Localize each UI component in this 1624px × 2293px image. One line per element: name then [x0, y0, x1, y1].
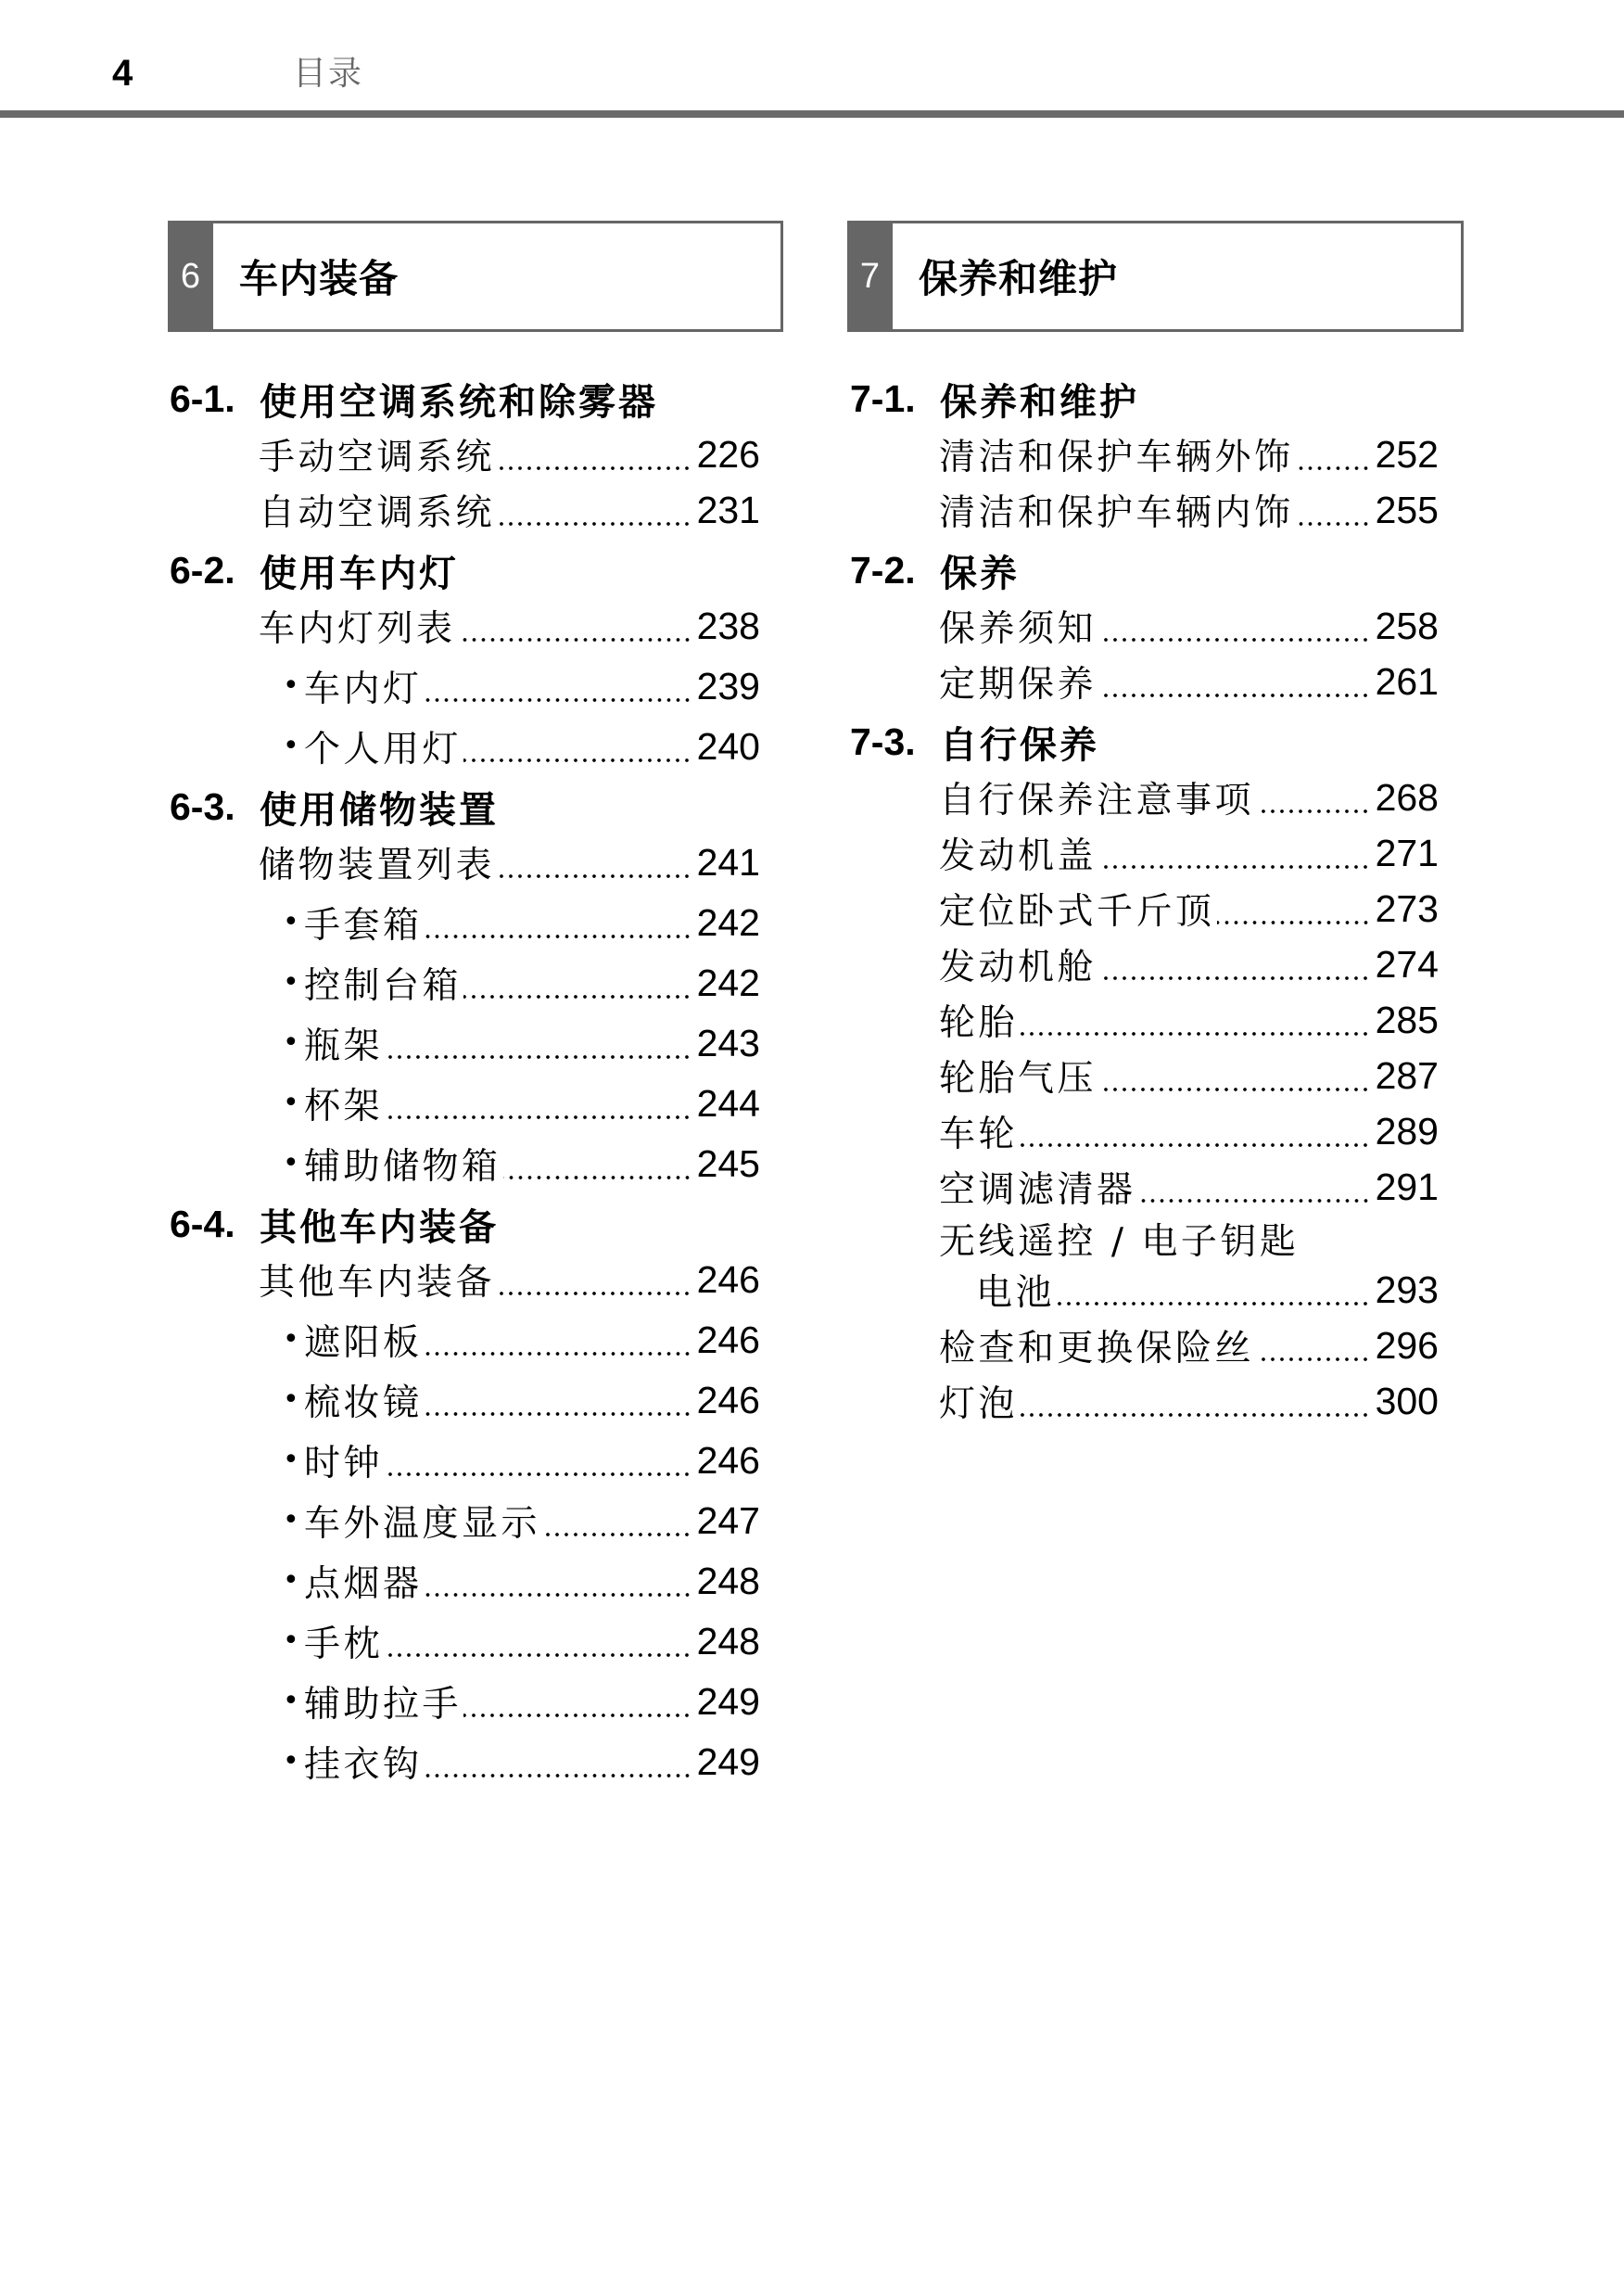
entry-page: 261 [1375, 659, 1439, 703]
entry-label: 控制台箱 [304, 965, 463, 1007]
dot-leader [503, 1136, 691, 1191]
dot-leader [1098, 598, 1370, 654]
entry-label: 个人用灯 [304, 729, 463, 771]
entry-label: 手套箱 [304, 905, 423, 947]
bullet-icon: • [283, 1564, 299, 1597]
entry-page: 289 [1375, 1109, 1439, 1153]
toc-entry-wrapped-line2[interactable] [976, 1262, 1439, 1318]
section-number: 7-1. [850, 376, 916, 420]
section-number: 6-4. [170, 1202, 235, 1245]
toc-entry-bullet[interactable] [282, 719, 760, 774]
section-number: 7-3. [850, 720, 916, 763]
entry-label: 发动机盖 [939, 835, 1097, 877]
entry-page: 241 [696, 840, 760, 884]
toc-entry-bullet[interactable] [282, 1493, 760, 1548]
dot-leader [1098, 654, 1370, 709]
dot-leader [1296, 482, 1370, 538]
entry-page: 238 [696, 604, 760, 647]
entry-label: 灯泡 [939, 1383, 1019, 1425]
dot-leader [497, 834, 691, 890]
section-number: 6-3. [170, 784, 235, 828]
toc-entry-bullet[interactable] [282, 1674, 760, 1729]
entry-page: 247 [696, 1498, 760, 1542]
entry-label: 遮阳板 [304, 1322, 423, 1364]
chapter-7-header [847, 221, 1464, 332]
dot-leader [1256, 770, 1370, 825]
toc-entry-bullet[interactable] [282, 1136, 760, 1191]
entry-page: 300 [1375, 1379, 1439, 1422]
entry-label: 轮胎 [939, 1002, 1019, 1044]
bullet-icon: • [283, 730, 299, 762]
toc-entry[interactable] [939, 825, 1439, 881]
section-heading-7-3[interactable] [850, 714, 1462, 770]
bullet-icon: • [283, 1026, 299, 1059]
entry-label: 手枕 [304, 1624, 384, 1665]
dot-leader [1098, 1048, 1370, 1103]
toc-entry[interactable] [939, 1048, 1439, 1103]
toc-column-chapter-7 [850, 371, 1462, 1429]
entry-label-continued: 电池 [976, 1272, 1056, 1314]
toc-entry-bullet[interactable] [282, 955, 760, 1011]
toc-entry[interactable] [939, 1318, 1439, 1373]
entry-label: 车内灯 [304, 669, 423, 710]
toc-entry[interactable] [259, 482, 760, 538]
entry-label: 点烟器 [304, 1563, 423, 1605]
toc-entry[interactable] [939, 770, 1439, 825]
toc-entry[interactable] [939, 1373, 1439, 1429]
entry-page: 243 [696, 1021, 760, 1064]
section-heading-6-4[interactable] [170, 1196, 781, 1252]
dot-leader [1020, 992, 1370, 1048]
entry-label: 辅助储物箱 [304, 1146, 501, 1188]
bullet-icon: • [283, 669, 299, 702]
dot-leader [1217, 881, 1370, 936]
bullet-icon: • [283, 1685, 299, 1717]
dot-leader [1256, 1318, 1370, 1373]
entry-page: 242 [696, 961, 760, 1004]
dot-leader [458, 598, 691, 654]
toc-entry[interactable] [939, 1103, 1439, 1159]
section-title: 其他车内装备 [260, 1205, 499, 1249]
entry-page: 231 [696, 488, 760, 531]
dot-leader [1098, 936, 1370, 992]
dot-leader [542, 1493, 691, 1548]
entry-label: 无线遥控 / 电子钥匙 [939, 1220, 1300, 1263]
toc-entry-bullet[interactable] [282, 1734, 760, 1790]
entry-label: 轮胎气压 [939, 1058, 1097, 1100]
toc-entry[interactable] [259, 834, 760, 890]
bullet-icon: • [283, 1323, 299, 1356]
dot-leader [1138, 1159, 1370, 1215]
entry-label: 辅助拉手 [304, 1684, 463, 1726]
entry-page: 252 [1375, 432, 1439, 476]
dot-leader [385, 1015, 691, 1071]
entry-label: 清洁和保护车辆外饰 [939, 437, 1294, 478]
entry-label: 梳妆镜 [304, 1382, 423, 1424]
dot-leader [1057, 1262, 1370, 1318]
entry-label: 自动空调系统 [259, 492, 496, 534]
toc-entry[interactable] [939, 936, 1439, 992]
bullet-icon: • [283, 1383, 299, 1416]
entry-page: 239 [696, 664, 760, 707]
dot-leader [1020, 1103, 1370, 1159]
entry-page: 248 [696, 1559, 760, 1602]
section-number: 6-1. [170, 376, 235, 420]
chapter-number-badge: 7 [847, 221, 893, 332]
section-title: 使用储物装置 [260, 788, 499, 832]
section-number: 7-2. [850, 548, 916, 592]
entry-label: 空调滤清器 [939, 1169, 1136, 1211]
entry-page: 245 [696, 1141, 760, 1185]
entry-label: 时钟 [304, 1443, 384, 1484]
entry-page: 240 [696, 724, 760, 768]
dot-leader [385, 1433, 691, 1488]
dot-leader [463, 955, 691, 1011]
toc-entry[interactable] [259, 1252, 760, 1307]
entry-label: 杯架 [304, 1086, 384, 1127]
toc-entry[interactable] [259, 427, 760, 482]
entry-label: 自行保养注意事项 [939, 780, 1255, 822]
toc-entry[interactable] [939, 881, 1439, 936]
toc-entry[interactable] [939, 1159, 1439, 1215]
bullet-icon: • [283, 906, 299, 938]
toc-entry[interactable] [259, 598, 760, 654]
entry-label: 车外温度显示 [304, 1503, 541, 1545]
entry-page: 246 [696, 1318, 760, 1361]
toc-entry-bullet[interactable] [282, 1553, 760, 1609]
toc-entry[interactable] [939, 598, 1439, 654]
entry-page: 246 [696, 1257, 760, 1301]
dot-leader [463, 1674, 691, 1729]
toc-entry-bullet[interactable] [282, 1372, 760, 1428]
entry-page: 249 [696, 1739, 760, 1783]
entry-label: 定期保养 [939, 664, 1097, 706]
section-heading-6-2[interactable] [170, 542, 781, 598]
entry-page: 268 [1375, 775, 1439, 819]
dot-leader [497, 427, 691, 482]
entry-page: 271 [1375, 831, 1439, 874]
toc-column-chapter-6 [170, 371, 781, 1790]
toc-entry-bullet[interactable] [282, 1433, 760, 1488]
toc-entry[interactable] [939, 482, 1439, 538]
entry-page: 246 [696, 1438, 760, 1482]
dot-leader [385, 1613, 691, 1669]
section-title: 自行保养 [940, 723, 1099, 767]
entry-page: 258 [1375, 604, 1439, 647]
entry-page: 287 [1375, 1053, 1439, 1097]
entry-page: 273 [1375, 886, 1439, 930]
entry-page: 248 [696, 1619, 760, 1662]
dot-leader [425, 895, 691, 950]
dot-leader [1098, 825, 1370, 881]
entry-page: 255 [1375, 488, 1439, 531]
chapter-title: 车内装备 [239, 256, 400, 301]
toc-entry[interactable] [939, 654, 1439, 709]
dot-leader [385, 1076, 691, 1131]
entry-label: 手动空调系统 [259, 437, 496, 478]
section-heading-6-3[interactable] [170, 779, 781, 834]
entry-label: 挂衣钩 [304, 1744, 423, 1786]
entry-page: 296 [1375, 1323, 1439, 1367]
entry-page: 293 [1375, 1268, 1439, 1311]
bullet-icon: • [283, 1624, 299, 1657]
entry-label: 储物装置列表 [259, 845, 496, 886]
dot-leader [497, 1252, 691, 1307]
toc-entry-bullet[interactable] [282, 895, 760, 950]
entry-label: 检查和更换保险丝 [939, 1328, 1255, 1369]
section-title: 保养和维护 [940, 380, 1139, 424]
section-number: 6-2. [170, 548, 235, 592]
bullet-icon: • [283, 1147, 299, 1179]
entry-label: 其他车内装备 [259, 1262, 496, 1304]
toc-entry-bullet[interactable] [282, 1076, 760, 1131]
dot-leader [463, 719, 691, 774]
entry-label: 车内灯列表 [259, 608, 456, 650]
entry-label: 保养须知 [939, 608, 1097, 650]
entry-page: 244 [696, 1081, 760, 1125]
dot-leader [425, 1553, 691, 1609]
entry-page: 291 [1375, 1165, 1439, 1208]
bullet-icon: • [283, 1444, 299, 1476]
dot-leader [497, 482, 691, 538]
toc-entry-bullet[interactable] [282, 658, 760, 714]
page-number: 4 [112, 53, 133, 94]
bullet-icon: • [283, 966, 299, 999]
entry-label: 清洁和保护车辆内饰 [939, 492, 1294, 534]
section-title: 使用空调系统和除雾器 [260, 380, 658, 424]
section-heading-7-2[interactable] [850, 542, 1462, 598]
section-title: 保养 [940, 552, 1020, 595]
chapter-title: 保养和维护 [919, 256, 1119, 301]
dot-leader [425, 1372, 691, 1428]
entry-label: 定位卧式千斤顶 [939, 891, 1215, 933]
section-heading-7-1[interactable] [850, 371, 1462, 427]
toc-entry[interactable] [939, 992, 1439, 1048]
chapter-6-header [168, 221, 783, 332]
entry-page: 274 [1375, 942, 1439, 986]
entry-label: 发动机舱 [939, 947, 1097, 988]
section-title: 使用车内灯 [260, 552, 459, 595]
running-title: 目录 [293, 55, 364, 93]
entry-page: 226 [696, 432, 760, 476]
entry-page: 249 [696, 1679, 760, 1723]
bullet-icon: • [283, 1504, 299, 1536]
section-heading-6-1[interactable] [170, 371, 781, 427]
entry-label: 瓶架 [304, 1025, 384, 1067]
entry-page: 246 [696, 1378, 760, 1421]
dot-leader [425, 658, 691, 714]
dot-leader [425, 1312, 691, 1368]
header-rule [0, 110, 1624, 118]
dot-leader [1020, 1373, 1370, 1429]
toc-entry-wrapped-line1[interactable] [939, 1215, 1462, 1262]
bullet-icon: • [283, 1745, 299, 1777]
bullet-icon: • [283, 1087, 299, 1119]
dot-leader [1296, 427, 1370, 482]
toc-entry[interactable] [939, 427, 1439, 482]
chapter-number-badge: 6 [168, 221, 213, 332]
entry-label: 车轮 [939, 1114, 1019, 1155]
toc-entry-bullet[interactable] [282, 1015, 760, 1071]
toc-entry-bullet[interactable] [282, 1312, 760, 1368]
entry-page: 242 [696, 900, 760, 944]
dot-leader [425, 1734, 691, 1790]
entry-page: 285 [1375, 998, 1439, 1041]
toc-entry-bullet[interactable] [282, 1613, 760, 1669]
